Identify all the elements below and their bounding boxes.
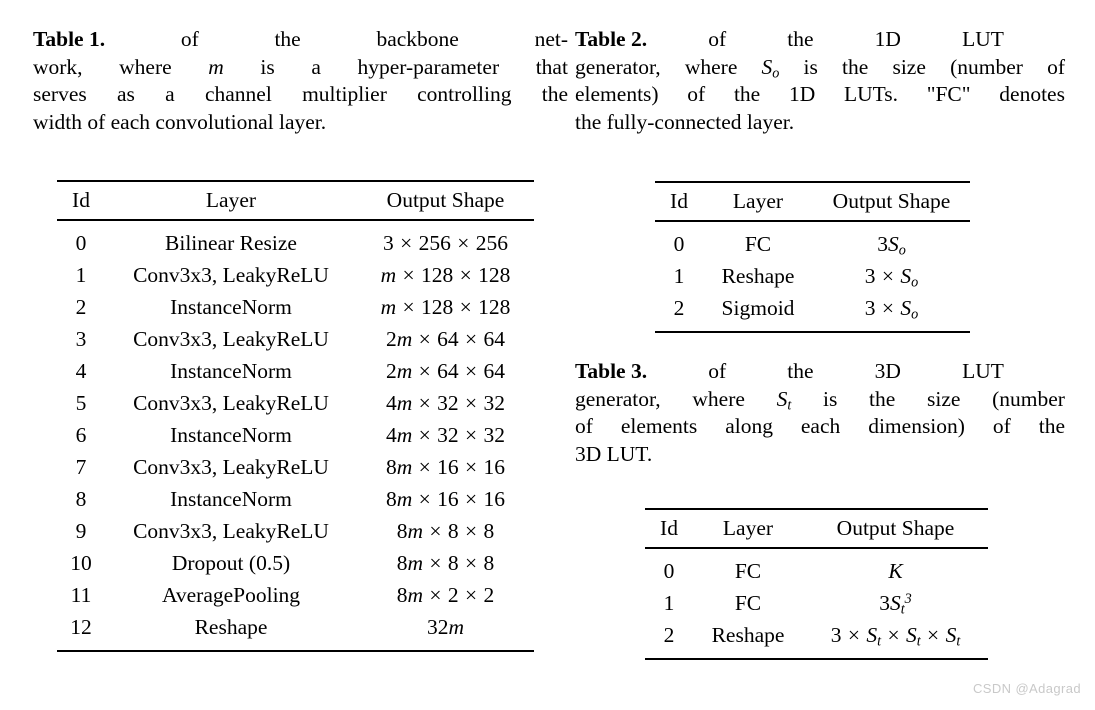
caption-word: that <box>535 54 568 79</box>
caption-word: dimension) <box>868 414 965 438</box>
caption-word: generator, <box>575 386 661 411</box>
caption-word: denotes <box>999 82 1065 106</box>
caption-word: LUT <box>962 27 1004 51</box>
watermark: CSDN @Adagrad <box>973 681 1081 696</box>
table-row <box>57 355 534 387</box>
caption-word: a <box>165 82 175 106</box>
table1-col-shape: Output Shape <box>386 188 505 212</box>
table-row <box>57 515 534 547</box>
table-row <box>645 587 988 619</box>
cell-id: 6 <box>75 423 87 447</box>
cell-id: 2 <box>673 296 685 320</box>
cell-layer: Conv3x3, LeakyReLU <box>133 455 329 479</box>
caption-word: controlling <box>417 82 512 106</box>
cell-shape: $3 \times S_o$ <box>864 264 919 291</box>
caption-word: the <box>787 27 814 51</box>
table3-caption <box>575 358 1065 468</box>
table3-col-shape: Output Shape <box>836 516 955 540</box>
caption-word: channel <box>204 82 272 106</box>
cell-id: 5 <box>75 391 87 415</box>
cell-id: 7 <box>75 455 87 479</box>
caption-word: each <box>800 414 841 438</box>
cell-shape: $3 \times S_o$ <box>864 296 919 323</box>
cell-shape: m × 128 × 128 <box>380 263 511 287</box>
caption-word: size <box>892 54 926 79</box>
cell-layer: InstanceNorm <box>170 423 292 447</box>
cell-layer: Dropout (0.5) <box>171 551 291 575</box>
cell-layer: InstanceNorm <box>170 487 292 511</box>
table-row <box>57 220 534 259</box>
table2-col-layer: Layer <box>732 189 784 213</box>
table2-col-shape: Output Shape <box>832 189 951 213</box>
cell-shape: 2m × 64 × 64 <box>385 359 506 383</box>
cell-id: 1 <box>75 263 87 287</box>
cell-shape: $3S_t^3$ <box>879 590 912 618</box>
table-row <box>57 291 534 323</box>
cell-id: 2 <box>663 623 675 647</box>
caption-math-m: m <box>208 54 224 79</box>
caption-word: (number <box>992 386 1065 411</box>
caption-word: of <box>708 27 727 51</box>
table1-label: Table 1. <box>33 27 106 51</box>
caption-math-so: $S_o$ <box>761 54 780 82</box>
table-row <box>57 451 534 483</box>
table-row <box>57 419 534 451</box>
cell-layer: Conv3x3, LeakyReLU <box>133 519 329 543</box>
cell-id: 0 <box>75 231 87 255</box>
cell-layer: AveragePooling <box>161 583 301 607</box>
caption-word: 1D <box>874 27 901 51</box>
table3-col-layer: Layer <box>722 516 774 540</box>
caption-word: the <box>541 82 568 106</box>
table-row <box>655 260 970 292</box>
caption-word: net- <box>534 27 568 51</box>
cell-shape: 4m × 32 × 32 <box>385 423 506 447</box>
cell-layer: Conv3x3, LeakyReLU <box>133 391 329 415</box>
table1-caption <box>33 26 568 136</box>
cell-shape: 3 × 256 × 256 <box>382 231 509 255</box>
cell-layer: Reshape <box>194 615 268 639</box>
caption-word: of <box>687 82 706 106</box>
caption-word: multiplier <box>302 82 387 106</box>
caption-word: (number <box>950 54 1023 79</box>
cell-shape: 8m × 2 × 2 <box>396 583 495 607</box>
cell-id: 11 <box>70 583 92 607</box>
table3-label: Table 3. <box>575 359 648 383</box>
table-row <box>57 611 534 651</box>
table-row <box>645 548 988 587</box>
cell-layer: InstanceNorm <box>170 359 292 383</box>
cell-shape: $3 \times S_t \times S_t \times S_t$ <box>830 623 961 650</box>
table2-col-id: Id <box>670 189 688 213</box>
cell-layer: Conv3x3, LeakyReLU <box>133 263 329 287</box>
table1-col-id: Id <box>72 188 90 212</box>
cell-layer: InstanceNorm <box>170 295 292 319</box>
caption-word: is <box>260 54 275 79</box>
cell-shape: 8m × 16 × 16 <box>385 487 506 511</box>
cell-layer: Sigmoid <box>721 296 795 320</box>
cell-shape: 8m × 8 × 8 <box>396 551 495 575</box>
cell-id: 0 <box>673 232 685 256</box>
caption-word: the <box>787 359 814 383</box>
caption-word: backbone <box>376 27 459 51</box>
caption-word: the <box>733 82 761 106</box>
caption-line: 3D LUT. <box>575 441 653 466</box>
caption-line: the fully-connected layer. <box>575 109 795 134</box>
caption-word: elements <box>620 414 698 438</box>
cell-id: 3 <box>75 327 87 351</box>
table-row <box>57 483 534 515</box>
table1-col-layer: Layer <box>205 188 257 212</box>
cell-id: 12 <box>70 615 92 639</box>
cell-id: 1 <box>673 264 685 288</box>
table-row <box>655 221 970 260</box>
table2-label: Table 2. <box>575 27 648 51</box>
caption-word: as <box>116 82 135 106</box>
cell-shape: 4m × 32 × 32 <box>385 391 506 415</box>
cell-id: 10 <box>70 551 92 575</box>
cell-layer: Bilinear Resize <box>165 231 297 255</box>
caption-word: "FC" <box>926 82 971 106</box>
caption-word: where <box>119 54 172 79</box>
cell-shape: $3S_o$ <box>877 232 906 259</box>
cell-shape: 8m × 8 × 8 <box>396 519 495 543</box>
caption-word: 3D <box>874 359 901 383</box>
caption-word: size <box>926 386 961 411</box>
caption-word: of <box>1047 54 1065 79</box>
caption-word: the <box>274 27 301 51</box>
cell-id: 2 <box>75 295 87 319</box>
caption-math-st: $S_t$ <box>776 386 792 414</box>
table-row <box>645 619 988 659</box>
table1 <box>57 180 534 652</box>
caption-word: the <box>1038 414 1065 438</box>
caption-word: of <box>992 414 1011 438</box>
caption-word: is <box>822 386 838 411</box>
cell-layer: FC <box>734 559 762 583</box>
caption-word: LUTs. <box>843 82 898 106</box>
table-row <box>57 323 534 355</box>
cell-shape: 32m <box>426 615 465 639</box>
caption-word: the <box>842 54 869 79</box>
cell-shape: K <box>888 559 903 583</box>
caption-word: where <box>692 386 745 411</box>
cell-id: 9 <box>75 519 87 543</box>
caption-word: work, <box>33 54 83 79</box>
caption-word: 1D <box>788 82 816 106</box>
caption-word: serves <box>33 82 87 106</box>
caption-word: of <box>180 27 199 51</box>
table2 <box>655 181 970 333</box>
caption-word: a <box>311 54 321 79</box>
caption-word: is <box>803 54 818 79</box>
table-row <box>57 547 534 579</box>
caption-word: along <box>725 414 773 438</box>
caption-word: of <box>575 414 593 438</box>
caption-line: width of each convolutional layer. <box>33 109 327 134</box>
cell-layer: Reshape <box>711 623 785 647</box>
caption-word: where <box>684 54 738 79</box>
table3 <box>645 508 988 660</box>
caption-word: of <box>708 359 727 383</box>
table-row <box>57 259 534 291</box>
cell-id: 8 <box>75 487 87 511</box>
cell-layer: Reshape <box>721 264 795 288</box>
cell-id: 4 <box>75 359 87 383</box>
cell-shape: 2m × 64 × 64 <box>385 327 506 351</box>
cell-shape: m × 128 × 128 <box>380 295 511 319</box>
cell-layer: FC <box>744 232 772 256</box>
table-row <box>655 292 970 332</box>
cell-id: 1 <box>663 591 675 615</box>
table2-caption <box>575 26 1065 136</box>
cell-id: 0 <box>663 559 675 583</box>
caption-word: elements) <box>575 82 659 106</box>
table3-col-id: Id <box>660 516 678 540</box>
table-row <box>57 387 534 419</box>
cell-layer: Conv3x3, LeakyReLU <box>133 327 329 351</box>
cell-shape: 8m × 16 × 16 <box>385 455 506 479</box>
caption-word: the <box>869 386 896 411</box>
caption-word: LUT <box>962 359 1004 383</box>
caption-word: generator, <box>575 54 661 79</box>
caption-word: hyper-parameter <box>357 54 500 79</box>
table-row <box>57 579 534 611</box>
cell-layer: FC <box>734 591 762 615</box>
